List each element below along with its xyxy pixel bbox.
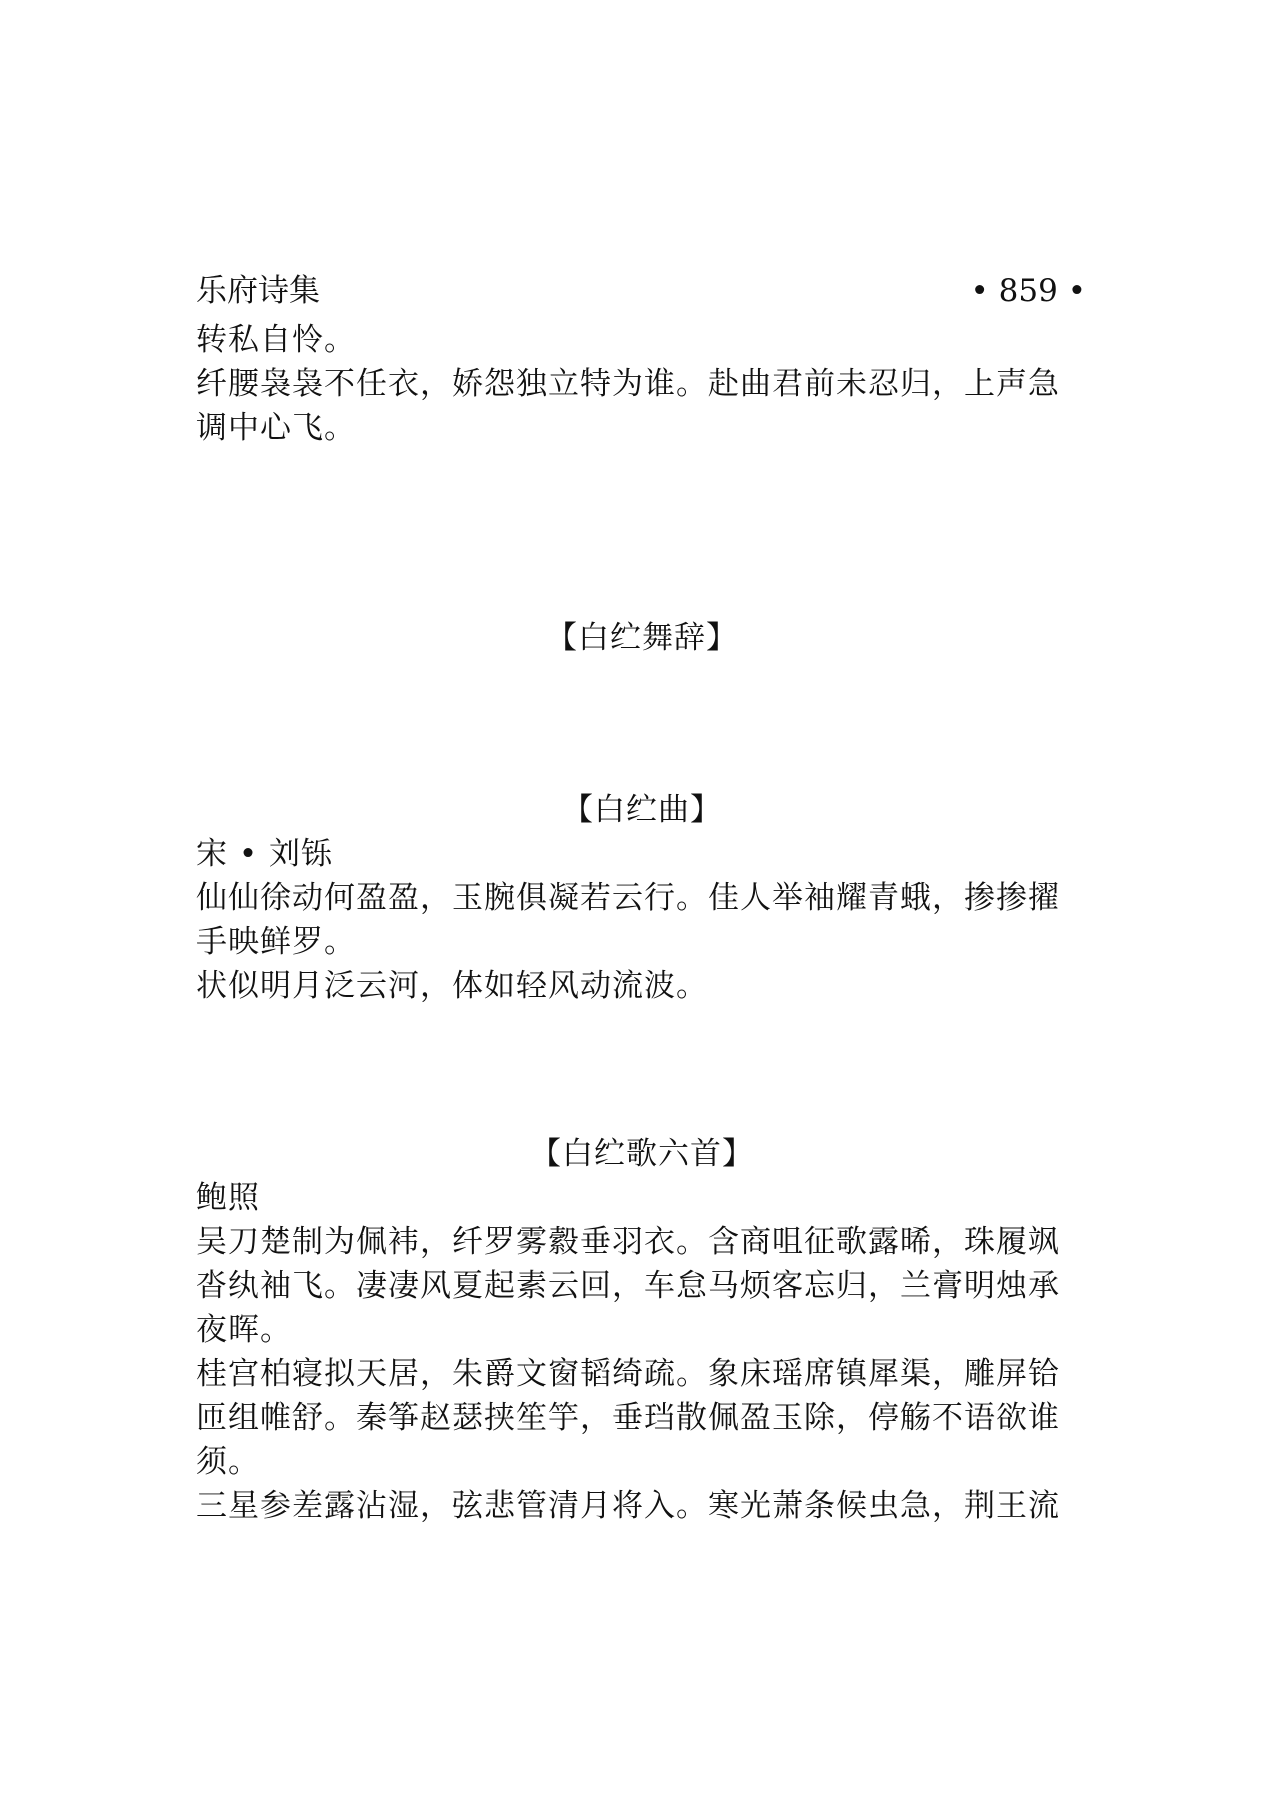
page-number: • 859 • xyxy=(970,273,1086,309)
intro-line: 纤腰袅袅不任衣，娇怨独立特为谁。赴曲君前未忍归，上声急调中心飞。 xyxy=(196,366,1060,446)
section-baizhu-ge-body xyxy=(196,1176,1088,1528)
poem-line: 三星参差露沾湿，弦悲管清月将入。寒光萧条候虫急，荆王流 xyxy=(196,1488,1060,1524)
poem-line: 吴刀楚制为佩袆，纤罗雾縠垂羽衣。含商咀征歌露晞，珠履飒沓纨袖飞。凄凄风夏起素云回，车怠马烦客忘归，兰膏明烛承夜晖。 xyxy=(196,1224,1060,1348)
poem-line: 桂宫柏寝拟天居，朱爵文窗韬绮疏。象床瑶席镇犀渠，雕屏铪匝组帷舒。秦筝赵瑟挟笙竽，垂珰散佩盈玉除，停觞不语欲谁须。 xyxy=(196,1356,1060,1480)
intro-line: 转私自怜。 xyxy=(196,322,356,358)
section-title-baizhu-wuci: 【白纻舞辞】 xyxy=(546,620,738,656)
section-title-baizhu-qu: 【白纻曲】 xyxy=(562,792,722,828)
poem-author: 鲍照 xyxy=(196,1180,260,1216)
poem-author: 宋 • 刘铄 xyxy=(196,836,333,872)
page-header xyxy=(196,268,1086,314)
poem-line: 状似明月泛云河，体如轻风动流波。 xyxy=(196,968,708,1004)
poem-line: 仙仙徐动何盈盈，玉腕俱凝若云行。佳人举袖耀青蛾，掺掺擢手映鲜罗。 xyxy=(196,880,1060,960)
section-title-baizhu-ge: 【白纻歌六首】 xyxy=(530,1136,754,1172)
intro-text xyxy=(196,318,1088,450)
section-baizhu-qu-body xyxy=(196,832,1088,1008)
book-title: 乐府诗集 xyxy=(196,273,320,309)
